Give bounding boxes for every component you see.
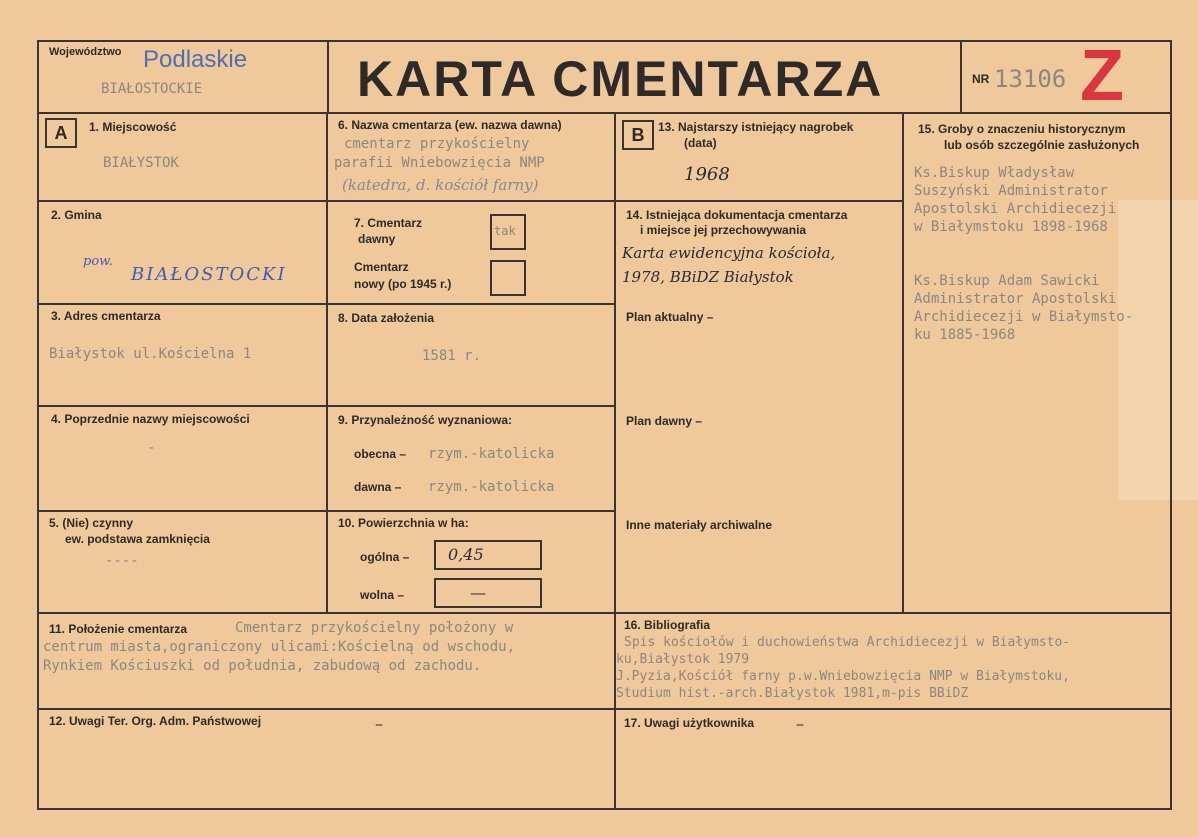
field-14 [614, 200, 904, 614]
field-12-label: 12. Uwagi Ter. Org. Adm. Państwowej [49, 714, 262, 728]
field-5-label: 5. (Nie) czynny [49, 516, 134, 530]
free-area-field[interactable] [434, 578, 542, 608]
nr-value: 13106 [994, 65, 1067, 93]
field-15-sublabel: lub osób szczególnie zasłużonych [944, 138, 1140, 152]
field-1 [37, 112, 328, 202]
field-11-value-3: Rynkiem Kościuszki od południa, zabudową od zachodu. [43, 658, 482, 674]
field-9-former-value: rzym.-katolicka [428, 479, 555, 495]
grave-line: ku 1885-1968 [914, 327, 1016, 343]
field-8 [326, 303, 616, 407]
bibliography-line: ku,Białystok 1979 [616, 652, 750, 667]
field-5-value: ---- [105, 553, 139, 569]
section-a-marker: A [45, 118, 77, 148]
field-16 [614, 612, 1172, 710]
field-7-old-label: 7. Cmentarz [354, 216, 423, 230]
grave-line: Apostolski Archidiecezji [914, 201, 1117, 217]
grave-line: Administrator Apostolski [914, 291, 1117, 307]
grave-line: w Białymstoku 1898-1968 [914, 219, 1108, 235]
field-13-value: 1968 [684, 164, 730, 185]
field-4 [37, 405, 328, 512]
field-2-value: BIAŁOSTOCKI [131, 264, 287, 285]
field-2 [37, 200, 328, 305]
field-6-value-2: parafii Wniebowzięcia NMP [334, 155, 545, 171]
old-cemetery-value: tak [494, 224, 516, 238]
bibliography-line: Spis kościołów i duchowieństwa Archidiecezji w Białymsto- [624, 635, 1071, 650]
field-17-label: 17. Uwagi użytkownika [624, 716, 755, 730]
field-9-former-label: dawna – [354, 480, 402, 494]
bibliography-line: Studium hist.-arch.Białystok 1981,m-pis BBiDZ [616, 686, 969, 701]
field-4-label: 4. Poprzednie nazwy miejscowości [51, 412, 250, 426]
field-13-label: 13. Najstarszy istniejący nagrobek [658, 120, 854, 134]
total-area-value: 0,45 [448, 545, 484, 564]
wojewodztwo-cell [37, 40, 329, 114]
grave-line: Archidiecezji w Białymsto- [914, 309, 1134, 325]
field-10-label: 10. Powierzchnia w ha: [338, 516, 469, 530]
field-11-value-1: Cmentarz przykościelny położony w [235, 620, 514, 636]
field-17 [614, 708, 1172, 810]
free-area-value: — [470, 583, 486, 602]
page-title: KARTA CMENTARZA [357, 51, 884, 107]
field-14-value-2: 1978, BBiDZ Białystok [622, 268, 794, 286]
field-16-label: 16. Bibliografia [624, 618, 711, 632]
field-9-current-value: rzym.-katolicka [428, 446, 555, 462]
field-9 [326, 405, 616, 512]
field-6-handwritten: (katedra, d. kościół farny) [342, 176, 539, 194]
total-area-field[interactable] [434, 540, 542, 570]
plan-former-label: Plan dawny – [626, 414, 703, 428]
grave-line: Ks.Biskup Władysław [914, 165, 1075, 181]
grave-line: Suszyński Administrator [914, 183, 1108, 199]
field-12-value: – [375, 714, 383, 733]
field-5-sublabel: ew. podstawa zamknięcia [65, 532, 210, 546]
field-2-label: 2. Gmina [51, 208, 102, 222]
field-7-old-sublabel: dawny [358, 232, 396, 246]
field-17-value: – [796, 714, 804, 733]
nr-label: NR [972, 72, 990, 86]
nr-red-mark: Z [1080, 36, 1124, 116]
field-13-sublabel: (data) [684, 136, 717, 150]
field-6-value-1: cmentarz przykościelny [344, 136, 530, 152]
field-13 [614, 112, 904, 202]
field-5 [37, 510, 328, 614]
field-11-value-2: centrum miasta,ograniczony ulicami:Kościelną od wschodu, [43, 639, 516, 655]
title-cell [327, 40, 962, 114]
wojewodztwo-typed: BIAŁOSTOCKIE [101, 81, 203, 97]
wojewodztwo-stamp: Podlaskie [143, 46, 248, 73]
field-10-free-label: wolna – [360, 588, 405, 602]
field-7-new-label: Cmentarz [354, 260, 409, 274]
field-14-value-1: Karta ewidencyjna kościoła, [622, 244, 836, 262]
field-9-current-label: obecna – [354, 447, 407, 461]
field-8-label: 8. Data założenia [338, 311, 435, 325]
field-15 [902, 112, 1172, 614]
field-2-prefix: pow. [83, 254, 113, 269]
old-cemetery-checkbox[interactable] [490, 214, 526, 250]
field-7 [326, 200, 616, 305]
field-3-label: 3. Adres cmentarza [51, 309, 161, 323]
new-cemetery-checkbox[interactable] [490, 260, 526, 296]
other-materials-label: Inne materiały archiwalne [626, 518, 773, 532]
field-7-new-sublabel: nowy (po 1945 r.) [354, 277, 452, 291]
historic-graves-list [914, 164, 1133, 344]
field-11 [37, 612, 616, 710]
field-14-sublabel: i miejsce jej przechowywania [640, 223, 807, 237]
field-10-total-label: ogólna – [360, 550, 410, 564]
field-10 [326, 510, 616, 614]
bibliography-line: J.Pyzia,Kościół farny p.w.Wniebowzięcia NMP w Białymstoku, [616, 669, 1070, 684]
field-6-label: 6. Nazwa cmentarza (ew. nazwa dawna) [338, 118, 562, 132]
grave-line [914, 236, 1133, 254]
section-b-marker: B [622, 120, 654, 150]
field-15-label: 15. Groby o znaczeniu historycznym [918, 122, 1126, 136]
grave-line: Ks.Biskup Adam Sawicki [914, 273, 1100, 289]
plan-current-label: Plan aktualny – [626, 310, 714, 324]
nr-cell [960, 36, 1172, 116]
field-1-label: 1. Miejscowość [89, 120, 177, 134]
field-11-label: 11. Położenie cmentarza [49, 622, 188, 636]
field-14-label: 14. Istniejąca dokumentacja cmentarza [626, 208, 848, 222]
field-12 [37, 708, 616, 810]
field-6 [326, 112, 616, 202]
field-9-label: 9. Przynależność wyznaniowa: [338, 413, 513, 427]
field-4-value: - [147, 440, 156, 456]
field-3 [37, 303, 328, 407]
wojewodztwo-label: Województwo [49, 46, 122, 58]
grave-line [914, 254, 1133, 272]
field-3-value: Białystok ul.Kościelna 1 [49, 346, 252, 362]
field-8-value: 1581 r. [422, 348, 482, 364]
field-1-value: BIAŁYSTOK [103, 155, 179, 171]
